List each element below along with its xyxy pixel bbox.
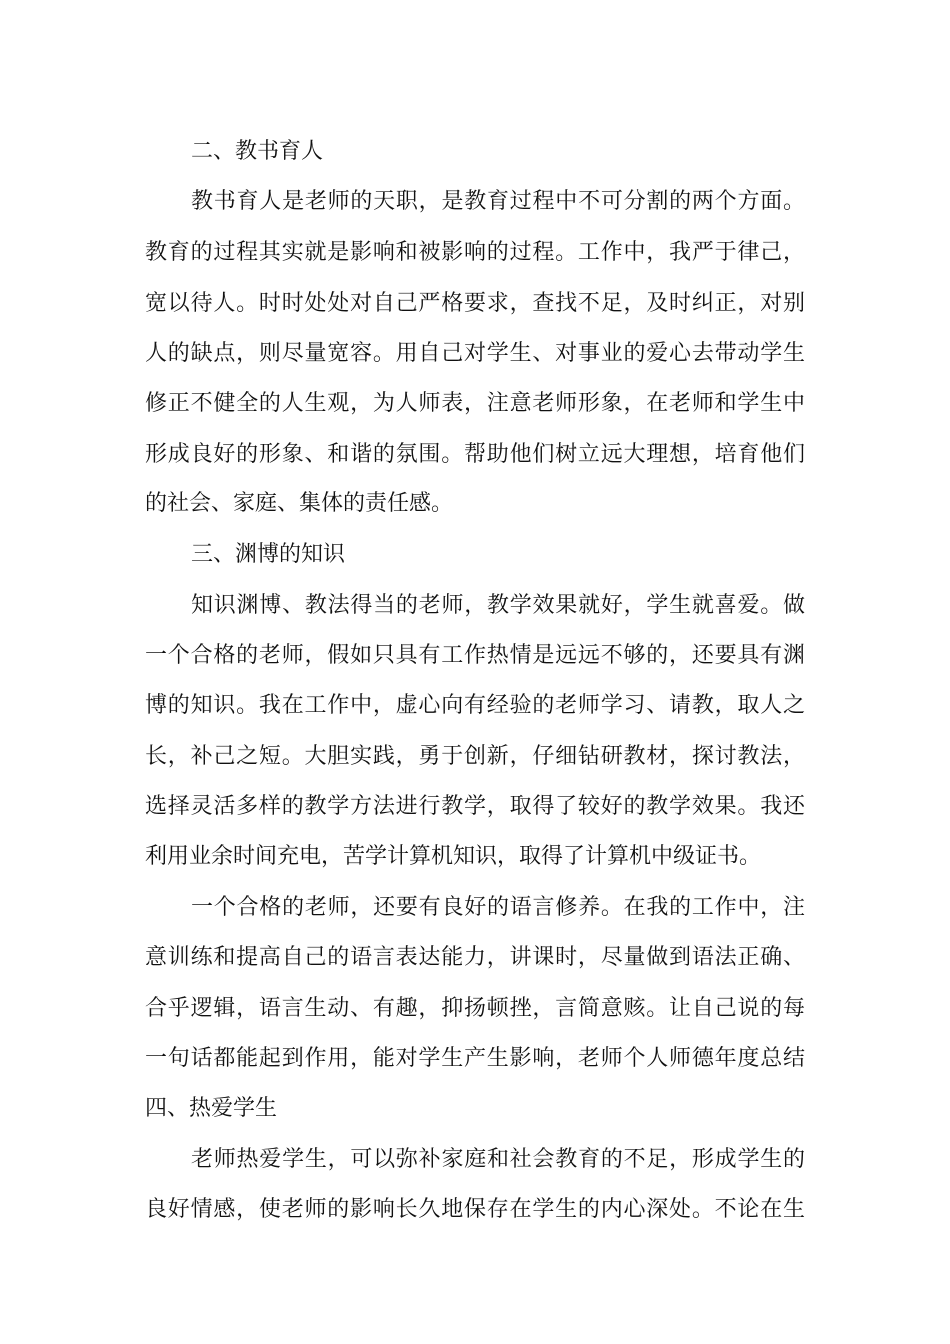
section-heading-love-students: 四、热爱学生 [145,1096,278,1121]
paragraph-line: 博的知识。我在工作中，虚心向有经验的老师学习、请教，取人之 [145,693,805,718]
paragraph-line: 老师热爱学生，可以弥补家庭和社会教育的不足，形成学生的 [191,1147,805,1172]
paragraph-line: 一个合格的老师，还要有良好的语言修养。在我的工作中，注 [191,895,805,920]
section-heading-teaching: 二、教书育人 [191,139,324,164]
paragraph-line: 选择灵活多样的教学方法进行教学，取得了较好的教学效果。我还 [145,794,805,819]
paragraph-line: 一句话都能起到作用，能对学生产生影响，老师个人师德年度总结 [145,1046,805,1071]
paragraph-line: 宽以待人。时时处处对自己严格要求，查找不足，及时纠正，对别 [145,291,805,316]
paragraph-line: 合乎逻辑，语言生动、有趣，抑扬顿挫，言简意赅。让自己说的每 [145,996,805,1021]
paragraph-line: 的社会、家庭、集体的责任感。 [145,491,454,516]
section-heading-knowledge: 三、渊博的知识 [191,542,346,567]
paragraph-line: 修正不健全的人生观，为人师表，注意老师形象，在老师和学生中 [145,391,805,416]
paragraph-line: 教育的过程其实就是影响和被影响的过程。工作中，我严于律己， [145,240,805,265]
paragraph-line: 长，补己之短。大胆实践，勇于创新，仔细钻研教材，探讨教法， [145,744,805,769]
paragraph-line: 良好情感，使老师的影响长久地保存在学生的内心深处。不论在生 [145,1197,805,1222]
paragraph-line: 意训练和提高自己的语言表达能力，讲课时，尽量做到语法正确、 [145,945,805,970]
paragraph-line: 形成良好的形象、和谐的氛围。帮助他们树立远大理想，培育他们 [145,442,805,467]
paragraph-line: 一个合格的老师，假如只具有工作热情是远远不够的，还要具有渊 [145,643,805,668]
paragraph-line: 知识渊博、教法得当的老师，教学效果就好，学生就喜爱。做 [191,593,805,618]
paragraph-line: 教书育人是老师的天职，是教育过程中不可分割的两个方面。 [191,189,805,214]
paragraph-line: 利用业余时间充电，苦学计算机知识，取得了计算机中级证书。 [145,844,762,869]
paragraph-line: 人的缺点，则尽量宽容。用自己对学生、对事业的爱心去带动学生 [145,341,805,366]
